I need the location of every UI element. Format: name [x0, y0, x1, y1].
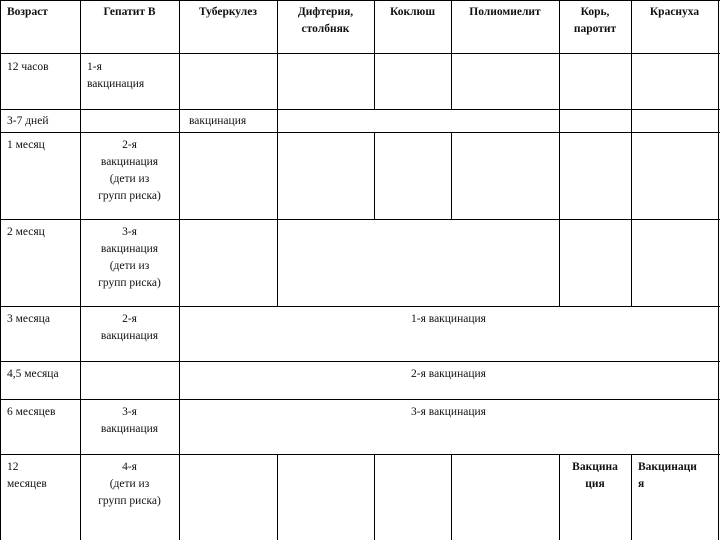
row-age-3-7-days: 3-7 дней — [7, 115, 49, 127]
row-divider — [0, 361, 720, 362]
column-divider — [631, 0, 632, 306]
row-age-12-hours: 12 часов — [7, 61, 49, 73]
header-hepatitis-b: Гепатит В — [103, 6, 156, 18]
merged-vaccination-6-months: 3-я вакцинация — [411, 406, 486, 418]
hepatitis-b-1-month: 2-я вакцинация (дети из групп риска) — [98, 139, 161, 202]
column-divider — [451, 454, 452, 540]
row-age-2-months: 2 месяц — [7, 226, 45, 238]
row-divider — [0, 53, 720, 54]
table-border-left — [0, 0, 1, 540]
row-divider — [0, 399, 720, 400]
header-pertussis: Коклюш — [389, 6, 436, 18]
row-age-3-months: 3 месяца — [7, 313, 50, 325]
table-border-top — [0, 0, 720, 1]
hepatitis-b-12-hours: 1-я вакцинация — [87, 61, 145, 90]
column-divider — [374, 132, 375, 219]
row-age-12-months: 12 месяцев — [7, 461, 47, 490]
row-divider — [0, 109, 720, 110]
row-age-6-months: 6 месяцев — [7, 406, 56, 418]
column-divider — [179, 0, 180, 540]
row-age-4-5-months: 4,5 месяца — [7, 368, 59, 380]
header-measles-mumps: Корь, паротит — [573, 6, 617, 35]
column-divider — [277, 454, 278, 540]
header-age: Возраст — [7, 6, 48, 18]
rubella-12-months: Вакцинаци я — [638, 461, 697, 490]
row-divider — [0, 306, 720, 307]
hepatitis-b-6-months: 3-я вакцинация — [100, 406, 159, 435]
row-age-1-month: 1 месяц — [7, 139, 45, 151]
tuberculosis-3-7-days: вакцинация — [189, 115, 247, 127]
header-polio: Полиомиелит — [469, 6, 541, 18]
column-divider — [277, 0, 278, 306]
hepatitis-b-2-months: 3-я вакцинация (дети из групп риска) — [98, 226, 161, 289]
row-divider — [0, 132, 720, 133]
header-diphtheria-tetanus: Дифтерия, столбняк — [297, 6, 354, 35]
measles-mumps-12-months: Вакцина ция — [572, 461, 618, 490]
row-divider — [0, 219, 720, 220]
row-divider — [0, 454, 720, 455]
header-tuberculosis: Туберкулез — [199, 6, 257, 18]
column-divider — [451, 132, 452, 219]
merged-vaccination-3-months: 1-я вакцинация — [411, 313, 486, 325]
column-divider — [374, 454, 375, 540]
column-divider — [631, 454, 632, 540]
header-rubella: Краснуха — [649, 6, 700, 18]
merged-vaccination-4-5-months: 2-я вакцинация — [411, 368, 486, 380]
hepatitis-b-12-months: 4-я (дети из групп риска) — [98, 461, 161, 507]
hepatitis-b-3-months: 2-я вакцинация — [100, 313, 159, 342]
table-border-right — [718, 0, 719, 540]
column-divider — [559, 0, 560, 306]
